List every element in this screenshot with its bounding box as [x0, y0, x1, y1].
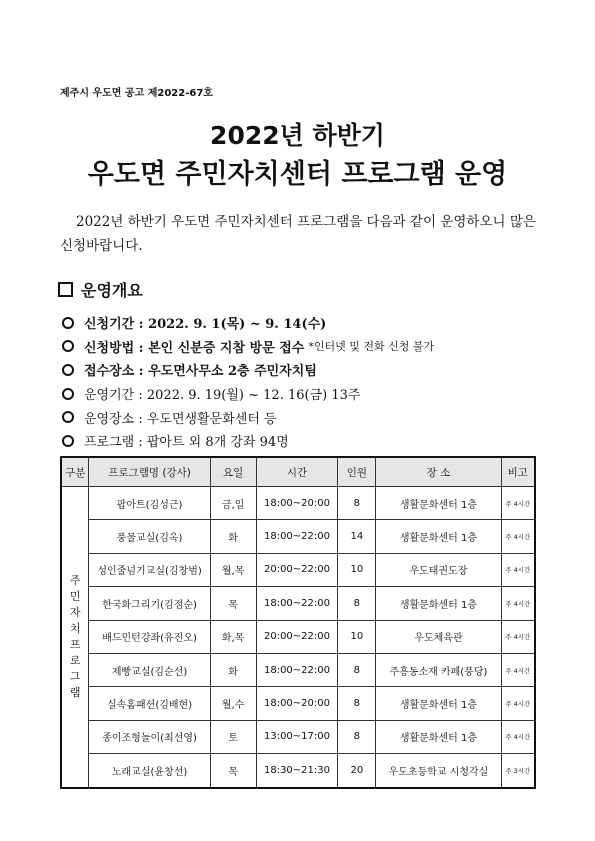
- time: 18:00~22:00: [256, 520, 338, 553]
- table-row: [61, 687, 535, 720]
- location: 생활문화센터 1층: [376, 720, 501, 753]
- remark: 주 3시간: [501, 754, 535, 788]
- list-item: [62, 382, 434, 406]
- time: 13:00~17:00: [256, 720, 338, 753]
- capacity: 8: [338, 687, 376, 720]
- days: 금,일: [210, 487, 256, 520]
- header-cell: 비고: [501, 457, 535, 487]
- capacity: 8: [338, 653, 376, 686]
- program-name: 실속홈패션(김배현): [89, 687, 210, 720]
- item-note: *인터넷 및 전화 신청 불가: [308, 340, 435, 354]
- location: 생활문화센터 1층: [376, 687, 501, 720]
- days: 화: [210, 653, 256, 686]
- item-label: 신청기간 : 2022. 9. 1(목) ~ 9. 14(수): [84, 317, 327, 333]
- capacity: 8: [338, 720, 376, 753]
- location: 우도태권도장: [376, 553, 501, 586]
- overview-list: [62, 311, 434, 453]
- days: 화: [210, 520, 256, 553]
- table-row: [61, 553, 535, 586]
- header-cell: 인원: [338, 457, 376, 487]
- capacity: 8: [338, 587, 376, 620]
- item-label: 프로그램 : 팝아트 외 8개 강좌 94명: [84, 435, 289, 451]
- time: 18:00~20:00: [256, 687, 338, 720]
- remark: 주 4시간: [501, 720, 535, 753]
- remark: 주 4시간: [501, 687, 535, 720]
- section-title: 운영개요: [81, 281, 143, 300]
- header-cell: 구분: [61, 457, 89, 487]
- item-label: 접수장소 : 우도면사무소 2층 주민자치팀: [84, 364, 317, 380]
- list-item: [62, 405, 434, 429]
- category-char: 민: [69, 589, 81, 603]
- capacity: 14: [338, 520, 376, 553]
- program-name: 배드민턴강좌(유진오): [89, 620, 210, 653]
- intro-paragraph: 2022년 하반기 우도면 주민자치센터 프로그램을 다음과 같이 운영하오니 많은 신청바랍니다.: [60, 214, 536, 254]
- category-char: 로: [69, 653, 81, 667]
- table-row: [61, 487, 535, 520]
- remark: 주 4시간: [501, 487, 535, 520]
- capacity: 8: [338, 487, 376, 520]
- category-cell: [61, 487, 89, 788]
- circle-bullet-icon: [62, 388, 74, 400]
- header-cell: 시간: [256, 457, 338, 487]
- category-char: 치: [69, 621, 81, 635]
- header-cell: 장 소: [376, 457, 501, 487]
- time: 18:00~20:00: [256, 487, 338, 520]
- time: 18:00~22:00: [256, 653, 338, 686]
- time: 18:30~21:30: [256, 754, 338, 788]
- table-row: [61, 754, 535, 788]
- table-header-row: [61, 457, 535, 487]
- program-name: 풍물교실(김옥): [89, 520, 210, 553]
- list-item: [62, 311, 434, 335]
- item-label: 운영기간 : 2022. 9. 19(월) ~ 12. 16(금) 13주: [84, 388, 361, 404]
- location: 생활문화센터 1층: [376, 487, 501, 520]
- circle-bullet-icon: [62, 340, 74, 352]
- program-table: [60, 456, 536, 789]
- location: 생활문화센터 1층: [376, 587, 501, 620]
- circle-bullet-icon: [62, 411, 74, 423]
- table-row: [61, 653, 535, 686]
- category-char: 주: [69, 573, 81, 587]
- remark: 주 4시간: [501, 520, 535, 553]
- location: 우도초등학교 시청각실: [376, 754, 501, 788]
- program-name: 한국화그리기(김점순): [89, 587, 210, 620]
- item-label: 운영장소 : 우도면생활문화센터 등: [84, 411, 277, 427]
- days: 월,수: [210, 687, 256, 720]
- location: 생활문화센터 1층: [376, 520, 501, 553]
- location: 우도체육관: [376, 620, 501, 653]
- capacity: 20: [338, 754, 376, 788]
- program-name: 종이조형놀이(최선영): [89, 720, 210, 753]
- table-row: [61, 720, 535, 753]
- list-item: [62, 335, 434, 359]
- time: 20:00~22:00: [256, 620, 338, 653]
- item-label: 신청방법 : 본인 신분증 지참 방문 접수: [84, 340, 305, 356]
- days: 토: [210, 720, 256, 753]
- remark: 주 4시간: [501, 553, 535, 586]
- program-name: 성인줄넘기교실(김창범): [89, 553, 210, 586]
- title-line-1: 2022년 하반기: [210, 121, 385, 150]
- table-row: [61, 520, 535, 553]
- table-row: [61, 620, 535, 653]
- section-heading: [58, 278, 143, 301]
- circle-bullet-icon: [62, 435, 74, 447]
- remark: 주 4시간: [501, 653, 535, 686]
- circle-bullet-icon: [62, 364, 74, 376]
- days: 월,목: [210, 553, 256, 586]
- remark: 주 4시간: [501, 587, 535, 620]
- header-cell: 요일: [210, 457, 256, 487]
- checkbox-bullet-icon: [58, 282, 73, 297]
- category-char: 그: [69, 669, 81, 683]
- days: 목: [210, 587, 256, 620]
- days: 목: [210, 754, 256, 788]
- title-line-2: 우도면 주민자치센터 프로그램 운영: [87, 159, 508, 190]
- list-item: [62, 429, 434, 453]
- header-cell: 프로그램명 (강사): [89, 457, 210, 487]
- days: 화,목: [210, 620, 256, 653]
- remark: 주 4시간: [501, 620, 535, 653]
- program-name: 팝아트(김성근): [89, 487, 210, 520]
- time: 20:00~22:00: [256, 553, 338, 586]
- capacity: 10: [338, 553, 376, 586]
- list-item: [62, 358, 434, 382]
- category-char: 프: [69, 637, 81, 651]
- program-name: 제빵교실(김순선): [89, 653, 210, 686]
- program-name: 노래교실(윤창선): [89, 754, 210, 788]
- table-row: [61, 587, 535, 620]
- notice-number: 제주시 우도면 공고 제2022-67호: [60, 88, 213, 99]
- capacity: 10: [338, 620, 376, 653]
- location: 주흥동소재 카페(풍당): [376, 653, 501, 686]
- category-char: 자: [69, 605, 81, 619]
- category-char: 램: [69, 685, 81, 699]
- time: 18:00~22:00: [256, 587, 338, 620]
- circle-bullet-icon: [62, 317, 74, 329]
